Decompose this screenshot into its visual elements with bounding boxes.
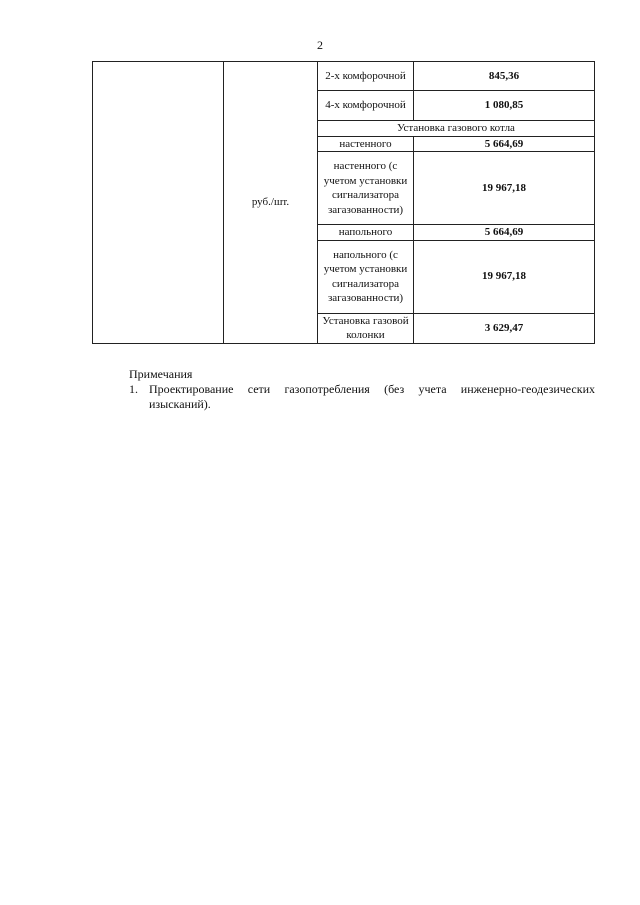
note-text: Проектирование сети газопотребления (без учета инженерно-геодезических изысканий).	[149, 382, 595, 411]
notes-heading: Примечания	[129, 367, 193, 381]
note-number: 1.	[129, 382, 138, 396]
price-cell: 5 664,69	[414, 225, 595, 241]
price-cell: 19 967,18	[414, 152, 595, 225]
price-cell: 5 664,69	[414, 136, 595, 152]
notes-section	[129, 367, 595, 412]
item-label-cell: напольного (с учетом установки сигнализатора загазованности)	[318, 240, 414, 313]
price-cell: 19 967,18	[414, 240, 595, 313]
item-label-cell: настенного (с учетом установки сигнализатора загазованности)	[318, 152, 414, 225]
item-label-cell: Установка газовой колонки	[318, 313, 414, 343]
price-cell: 1 080,85	[414, 91, 595, 121]
price-table	[92, 61, 595, 344]
item-label-cell: 4-х комфорочной	[318, 91, 414, 121]
page-number: 2	[317, 38, 323, 52]
note-item	[129, 382, 595, 412]
section-header-cell: Установка газового котла	[318, 121, 595, 137]
price-cell: 845,36	[414, 62, 595, 91]
item-label-cell: настенного	[318, 136, 414, 152]
table-row	[93, 62, 595, 91]
item-label-cell: 2-х комфорочной	[318, 62, 414, 91]
empty-cell	[93, 62, 224, 344]
price-cell: 3 629,47	[414, 313, 595, 343]
item-label-cell: напольного	[318, 225, 414, 241]
unit-cell: руб./шт.	[224, 62, 318, 344]
